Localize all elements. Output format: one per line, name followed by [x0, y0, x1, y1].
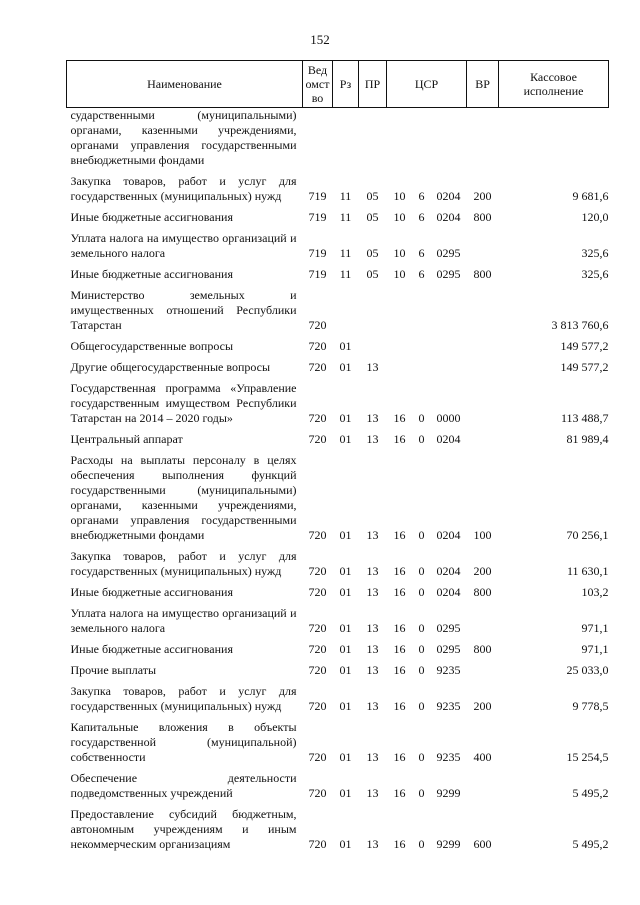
- row-sum: 81 989,4: [566, 432, 609, 446]
- row-csr-subprogram: 0: [418, 585, 425, 599]
- row-ved: 720: [308, 837, 327, 851]
- row-rz: [333, 284, 359, 335]
- row-sum: 971,1: [581, 642, 609, 656]
- row-name: Центральный аппарат: [70, 432, 183, 446]
- row-vr: 600: [473, 837, 492, 851]
- row-csr-program: 16: [393, 699, 406, 713]
- row-csr-program: [387, 335, 413, 356]
- table-row: [67, 449, 609, 545]
- row-name: Другие общегосударственные вопросы: [70, 360, 271, 374]
- row-rz: 01: [339, 411, 352, 425]
- row-rz: 11: [339, 189, 352, 203]
- row-csr-subprogram: 0: [418, 699, 425, 713]
- row-vr: [467, 659, 499, 680]
- row-csr-subprogram: 0: [418, 837, 425, 851]
- row-csr-subprogram: 6: [418, 210, 425, 224]
- row-vr: [467, 108, 499, 171]
- row-rz: 01: [339, 528, 352, 542]
- row-pr: 13: [366, 642, 379, 656]
- table-row: [67, 545, 609, 581]
- row-csr-subprogram: 0: [418, 750, 425, 764]
- row-csr-subprogram: 0: [418, 663, 425, 677]
- row-csr-program: 16: [393, 411, 406, 425]
- row-ved: 720: [308, 528, 327, 542]
- row-csr-direction: 0204: [436, 189, 461, 203]
- row-csr-direction: 0204: [436, 564, 461, 578]
- row-csr-subprogram: 6: [418, 267, 425, 281]
- row-csr-subprogram: [413, 108, 431, 171]
- row-csr-program: 16: [393, 750, 406, 764]
- row-ved: 720: [308, 663, 327, 677]
- table-row: [67, 284, 609, 335]
- row-vr: 800: [473, 642, 492, 656]
- row-rz: 11: [339, 267, 352, 281]
- table-row: [67, 377, 609, 428]
- row-vr: [467, 377, 499, 428]
- table-row: [67, 263, 609, 284]
- row-csr-direction: 0295: [436, 642, 461, 656]
- row-name: Закупка товаров, работ и услуг для государственных (муниципальных) нужд: [70, 174, 297, 203]
- row-rz: 01: [339, 432, 352, 446]
- header-rz: Рз: [333, 61, 359, 108]
- row-pr: 05: [366, 267, 379, 281]
- row-rz: 01: [339, 339, 352, 353]
- row-csr-direction: 0295: [436, 267, 461, 281]
- row-csr-direction: 0204: [436, 585, 461, 599]
- row-name: Иные бюджетные ассигнования: [70, 267, 233, 281]
- row-pr: 13: [366, 432, 379, 446]
- row-csr-direction: [431, 335, 467, 356]
- table-row: [67, 659, 609, 680]
- row-csr-subprogram: 0: [418, 642, 425, 656]
- row-csr-subprogram: 0: [418, 564, 425, 578]
- row-ved: 719: [308, 267, 327, 281]
- row-vr: [467, 284, 499, 335]
- row-csr-direction: 9235: [436, 699, 461, 713]
- row-rz: 01: [339, 786, 352, 800]
- row-sum: 149 577,2: [560, 360, 609, 374]
- row-vr: 100: [473, 528, 492, 542]
- row-name: Закупка товаров, работ и услуг для государственных (муниципальных) нужд: [70, 549, 297, 578]
- row-ved: 720: [308, 621, 327, 635]
- row-sum: 70 256,1: [566, 528, 609, 542]
- row-sum: 3 813 760,6: [551, 318, 609, 332]
- header-sum: Кассовое исполнение: [499, 61, 609, 108]
- row-pr: 05: [366, 210, 379, 224]
- row-name: Прочие выплаты: [70, 663, 157, 677]
- row-name: Уплата налога на имущество организаций и земельного налога: [70, 606, 297, 635]
- row-rz: 01: [339, 585, 352, 599]
- row-vr: 800: [473, 210, 492, 224]
- row-csr-subprogram: [413, 335, 431, 356]
- row-vr: [467, 335, 499, 356]
- row-rz: 01: [339, 663, 352, 677]
- row-csr-program: 16: [393, 585, 406, 599]
- table-row: [67, 170, 609, 206]
- header-pr: ПР: [359, 61, 387, 108]
- row-ved: [303, 108, 333, 171]
- table-row: [67, 602, 609, 638]
- row-ved: 720: [308, 318, 327, 332]
- row-rz: [333, 108, 359, 171]
- row-vr: [467, 356, 499, 377]
- row-vr: 200: [473, 699, 492, 713]
- row-csr-subprogram: 6: [418, 246, 425, 260]
- row-pr: [359, 284, 387, 335]
- row-name: сударственными (муниципальными) органами, казенными учреждениями, органами управления государственными внебюджетными фондами: [70, 108, 297, 167]
- row-sum: 120,0: [581, 210, 609, 224]
- row-vr: [467, 602, 499, 638]
- row-csr-program: 16: [393, 432, 406, 446]
- table-header-row: [67, 61, 609, 108]
- row-csr-direction: 9235: [436, 750, 461, 764]
- row-ved: 720: [308, 699, 327, 713]
- row-pr: 13: [366, 564, 379, 578]
- row-rz: 01: [339, 360, 352, 374]
- row-name: Капитальные вложения в объекты государственной (муниципальной) собственности: [70, 720, 297, 764]
- row-sum: 325,6: [581, 246, 609, 260]
- row-pr: 13: [366, 360, 379, 374]
- table-row: [67, 716, 609, 767]
- row-vr: 800: [473, 267, 492, 281]
- row-csr-direction: 9299: [436, 837, 461, 851]
- row-csr-program: 16: [393, 786, 406, 800]
- row-csr-program: [387, 108, 413, 171]
- table-row: [67, 680, 609, 716]
- row-rz: 11: [339, 246, 352, 260]
- row-ved: 720: [308, 360, 327, 374]
- row-rz: 01: [339, 564, 352, 578]
- row-ved: 720: [308, 786, 327, 800]
- table-row: [67, 428, 609, 449]
- row-name: Иные бюджетные ассигнования: [70, 585, 233, 599]
- row-sum: 113 488,7: [560, 411, 609, 425]
- row-ved: 720: [308, 411, 327, 425]
- row-pr: 13: [366, 750, 379, 764]
- row-vr: 200: [473, 189, 492, 203]
- row-name: Уплата налога на имущество организаций и земельного налога: [70, 231, 297, 260]
- row-pr: 13: [366, 411, 379, 425]
- row-csr-subprogram: 0: [418, 432, 425, 446]
- row-name: Иные бюджетные ассигнования: [70, 642, 233, 656]
- row-ved: 719: [308, 210, 327, 224]
- row-csr-direction: [431, 356, 467, 377]
- row-rz: 11: [339, 210, 352, 224]
- row-sum: 5 495,2: [572, 786, 609, 800]
- row-sum: 103,2: [581, 585, 609, 599]
- row-sum: 11 630,1: [566, 564, 609, 578]
- header-name: Наименование: [67, 61, 303, 108]
- row-sum: [499, 108, 609, 171]
- row-csr-subprogram: 6: [418, 189, 425, 203]
- row-csr-subprogram: 0: [418, 411, 425, 425]
- row-csr-program: [387, 356, 413, 377]
- table-row: [67, 108, 609, 171]
- row-csr-program: 16: [393, 837, 406, 851]
- row-vr: 800: [473, 585, 492, 599]
- row-csr-direction: 9235: [436, 663, 461, 677]
- row-rz: 01: [339, 837, 352, 851]
- budget-table: [66, 60, 609, 854]
- row-rz: 01: [339, 750, 352, 764]
- row-csr-direction: 0204: [436, 432, 461, 446]
- row-name: Расходы на выплаты персоналу в целях обеспечения выполнения функций государственными (муниципальными) органами, казенными учреждениями, органами управления государственными внебюджетными фондами: [70, 453, 297, 542]
- row-vr: 200: [473, 564, 492, 578]
- row-sum: 15 254,5: [566, 750, 609, 764]
- row-sum: 9 778,5: [572, 699, 609, 713]
- row-ved: 720: [308, 750, 327, 764]
- row-sum: 325,6: [581, 267, 609, 281]
- header-vr: ВР: [467, 61, 499, 108]
- row-sum: 5 495,2: [572, 837, 609, 851]
- row-vr: [467, 428, 499, 449]
- table-row: [67, 803, 609, 854]
- row-csr-subprogram: 0: [418, 621, 425, 635]
- row-name: Государственная программа «Управление государственным имуществом Республики Татарстан на 2014 – 2020 годы»: [70, 381, 297, 425]
- table-row: [67, 356, 609, 377]
- row-pr: 13: [366, 621, 379, 635]
- row-pr: 05: [366, 189, 379, 203]
- row-sum: 9 681,6: [572, 189, 609, 203]
- row-name: Общегосударственные вопросы: [70, 339, 234, 353]
- row-rz: 01: [339, 642, 352, 656]
- row-csr-program: 16: [393, 642, 406, 656]
- row-vr: [467, 767, 499, 803]
- row-csr-program: 10: [393, 246, 406, 260]
- row-sum: 149 577,2: [560, 339, 609, 353]
- table-row: [67, 335, 609, 356]
- header-ved: Ведомство: [303, 61, 333, 108]
- row-name: Предоставление субсидий бюджетным, автономным учреждениям и иным некоммерческим организациям: [70, 807, 297, 851]
- row-name: Закупка товаров, работ и услуг для государственных (муниципальных) нужд: [70, 684, 297, 713]
- row-pr: 13: [366, 699, 379, 713]
- row-csr-program: 10: [393, 189, 406, 203]
- row-pr: 13: [366, 837, 379, 851]
- row-vr: [467, 227, 499, 263]
- row-csr-subprogram: 0: [418, 528, 425, 542]
- row-ved: 719: [308, 246, 327, 260]
- row-pr: 13: [366, 528, 379, 542]
- table-row: [67, 227, 609, 263]
- row-name: Обеспечение деятельности подведомственных учреждений: [70, 771, 297, 800]
- row-pr: 13: [366, 663, 379, 677]
- row-ved: 720: [308, 564, 327, 578]
- row-csr-direction: [431, 108, 467, 171]
- row-name: Иные бюджетные ассигнования: [70, 210, 233, 224]
- table-row: [67, 767, 609, 803]
- row-ved: 720: [308, 432, 327, 446]
- row-csr-program: 16: [393, 528, 406, 542]
- row-name: Министерство земельных и имущественных отношений Республики Татарстан: [70, 288, 297, 332]
- row-ved: 720: [308, 585, 327, 599]
- row-csr-subprogram: [413, 356, 431, 377]
- row-pr: [359, 335, 387, 356]
- row-csr-program: 16: [393, 621, 406, 635]
- row-sum: 971,1: [581, 621, 609, 635]
- row-csr-direction: 0295: [436, 246, 461, 260]
- row-sum: 25 033,0: [566, 663, 609, 677]
- table-row: [67, 638, 609, 659]
- row-pr: 13: [366, 585, 379, 599]
- row-csr-subprogram: 0: [418, 786, 425, 800]
- row-csr-direction: 0000: [436, 411, 461, 425]
- row-csr-direction: 0204: [436, 528, 461, 542]
- row-csr-direction: 0204: [436, 210, 461, 224]
- row-csr-program: 10: [393, 267, 406, 281]
- row-ved: 720: [308, 642, 327, 656]
- page-number: 152: [310, 32, 330, 47]
- row-csr-direction: [431, 284, 467, 335]
- row-csr-program: 10: [393, 210, 406, 224]
- table-row: [67, 206, 609, 227]
- row-csr-program: 16: [393, 564, 406, 578]
- row-csr-subprogram: [413, 284, 431, 335]
- row-rz: 01: [339, 621, 352, 635]
- table-body: [67, 108, 609, 855]
- row-rz: 01: [339, 699, 352, 713]
- row-ved: 720: [308, 339, 327, 353]
- row-pr: 13: [366, 786, 379, 800]
- table-row: [67, 581, 609, 602]
- row-vr: 400: [473, 750, 492, 764]
- row-csr-direction: 0295: [436, 621, 461, 635]
- row-csr-program: [387, 284, 413, 335]
- row-csr-program: 16: [393, 663, 406, 677]
- row-csr-direction: 9299: [436, 786, 461, 800]
- row-pr: 05: [366, 246, 379, 260]
- header-csr: ЦСР: [387, 61, 467, 108]
- row-ved: 719: [308, 189, 327, 203]
- row-pr: [359, 108, 387, 171]
